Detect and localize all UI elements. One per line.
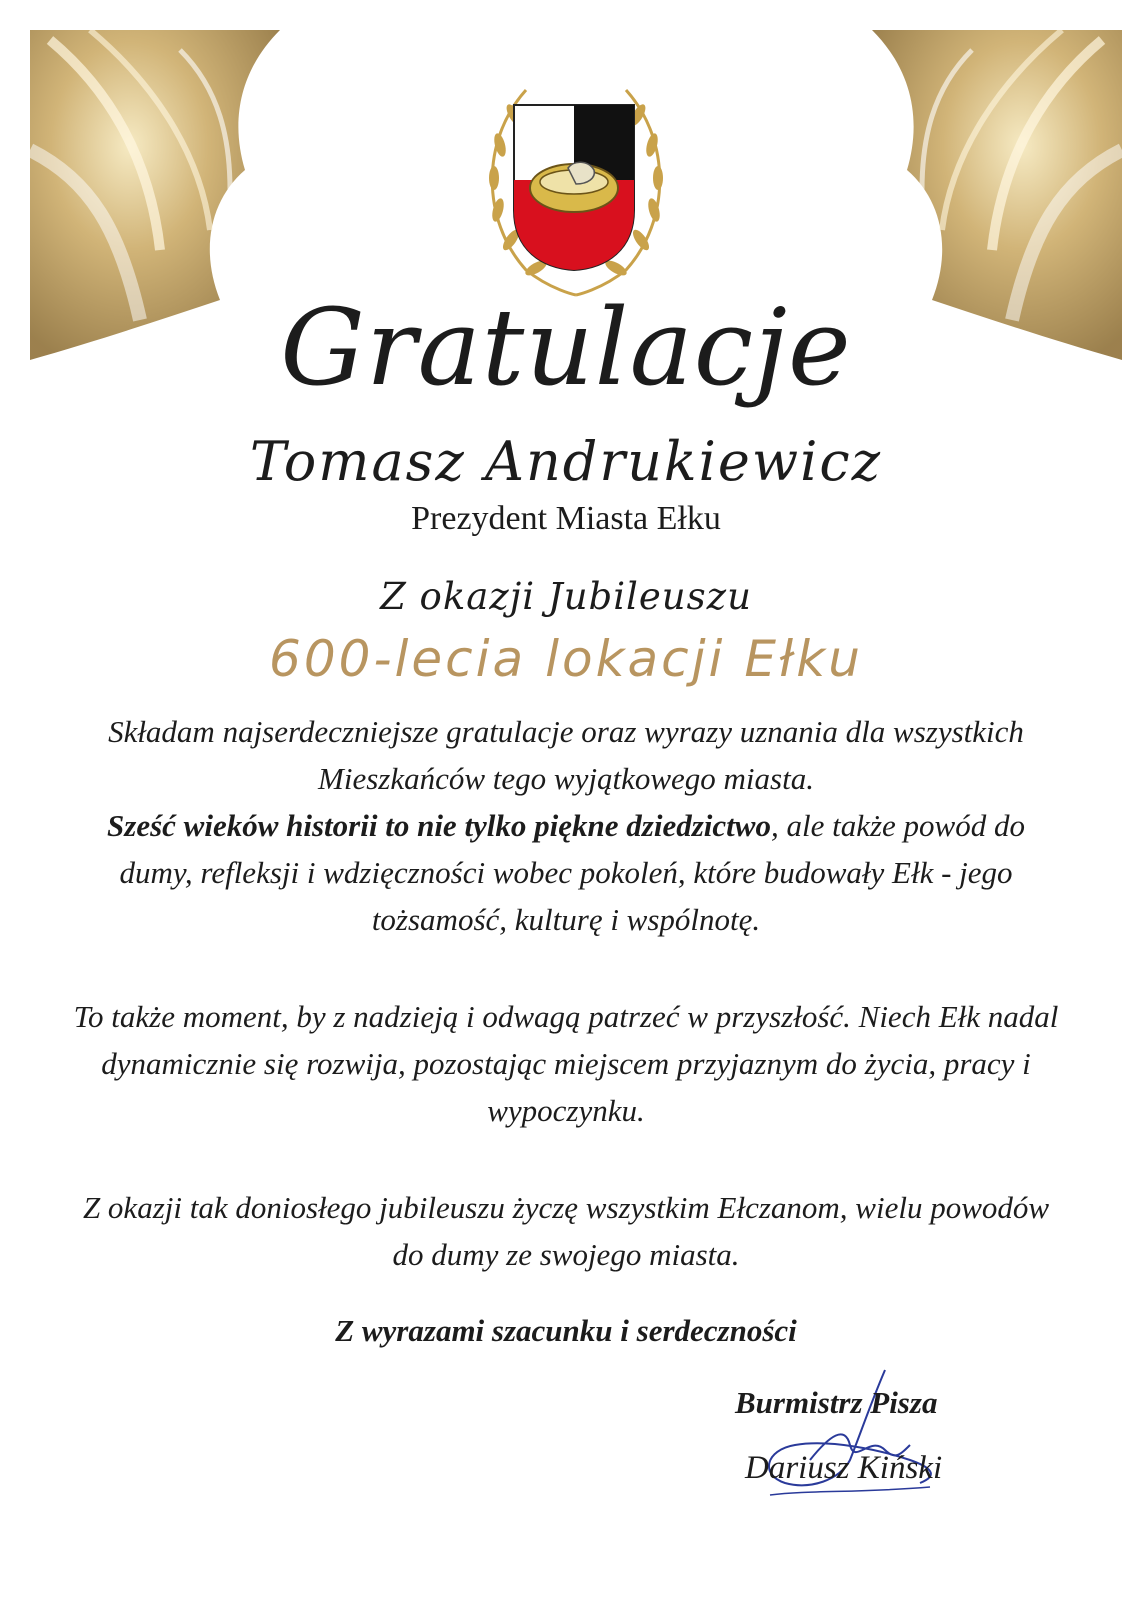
- occasion-line: Z okazji Jubileuszu: [380, 575, 752, 618]
- paragraph-1-emphasis: Sześć wieków historii to nie tylko piękne dziedzictwo: [107, 808, 771, 843]
- letter-body: [70, 708, 1062, 1278]
- jubilee-heading: 600-lecia lokacji Ełku: [269, 630, 863, 688]
- recipient-name: Tomasz Andrukiewicz: [249, 430, 883, 493]
- closing-line: Z wyrazami szacunku i serdeczności: [335, 1313, 797, 1348]
- paragraph-1: [70, 708, 1062, 943]
- page-title: Gratulacje: [280, 286, 852, 409]
- shield-icon: [514, 105, 634, 270]
- signatory-title: Burmistrz Pisza: [735, 1385, 938, 1420]
- paragraph-2: To także moment, by z nadzieją i odwagą patrzeć w przyszłość. Niech Ełk nadal dynamicznie się rozwija, pozostając miejscem przyjaznym do życia, pracy i wypoczynku.: [73, 999, 1059, 1128]
- signatory-name: Dariusz Kiński: [745, 1450, 943, 1486]
- paragraph-1-intro: Składam najserdeczniejsze gratulacje oraz wyrazy uznania dla wszystkich Mieszkańców tego wyjątkowego miasta.: [108, 714, 1024, 796]
- city-crest-emblem: [456, 60, 696, 305]
- recipient-role: Prezydent Miasta Ełku: [411, 500, 721, 537]
- paragraph-1-rest: , ale także powód do dumy, refleksji i wdzięczności wobec pokoleń, które budowały Ełk - jego tożsamość, kulturę i wspólnotę.: [119, 808, 1025, 937]
- paragraph-3: Z okazji tak doniosłego jubileuszu życzę wszystkim Ełczanom, wielu powodów do dumy ze swojego miasta.: [82, 1190, 1050, 1272]
